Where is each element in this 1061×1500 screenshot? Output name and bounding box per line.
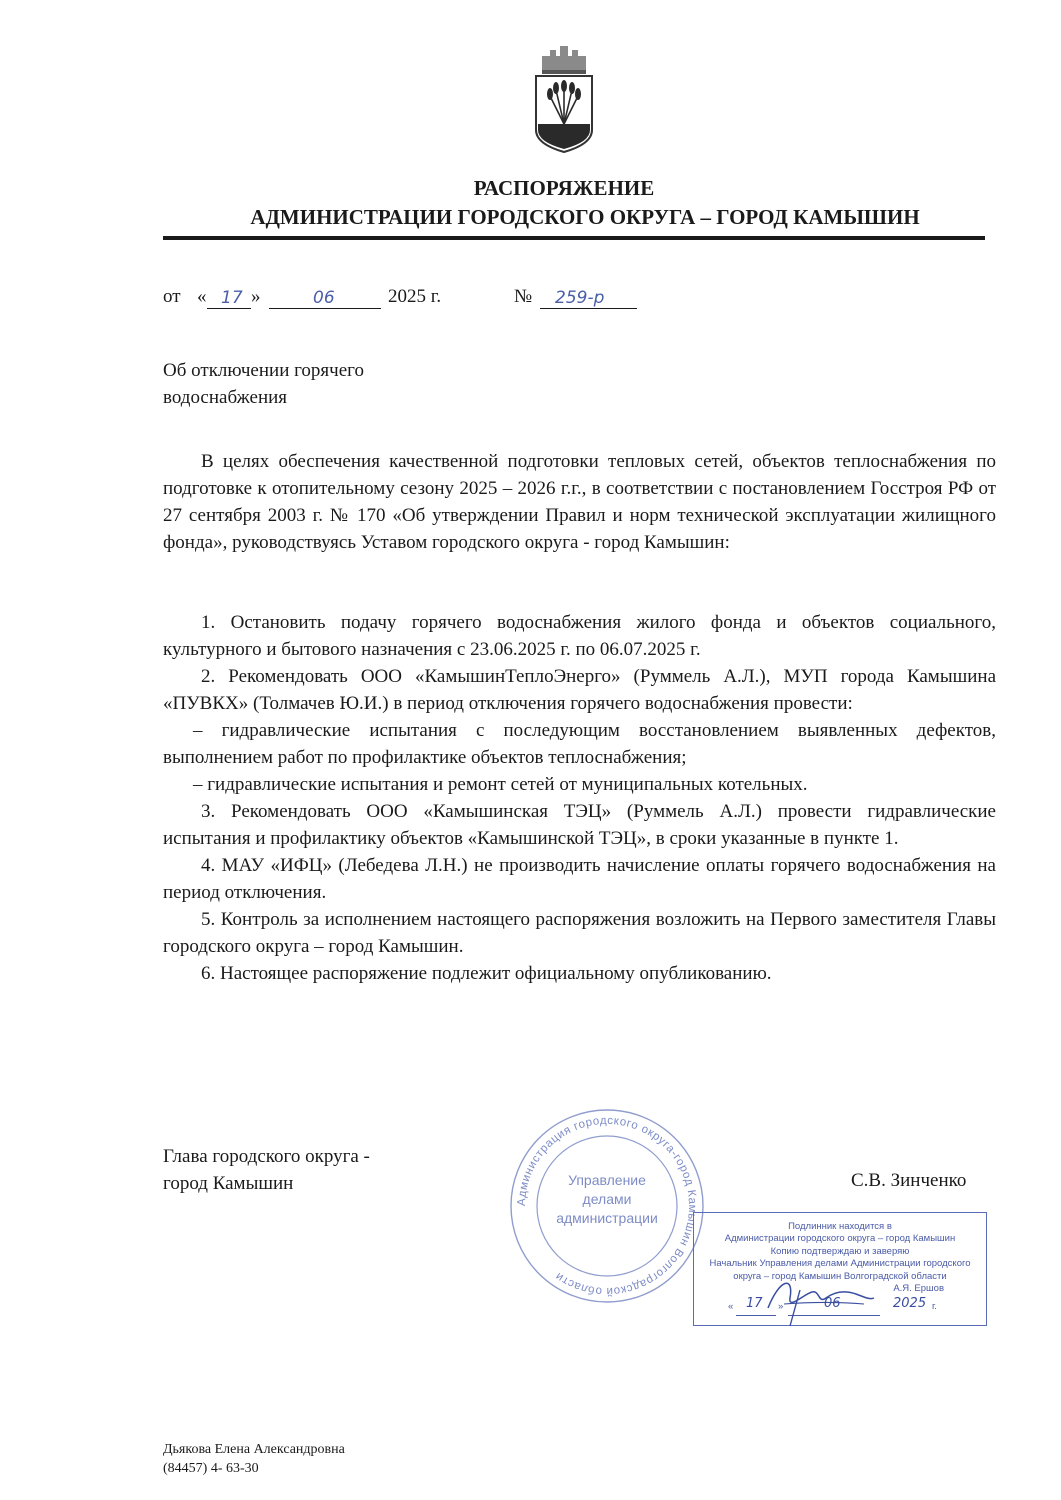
seal-ring-text: Администрация городского округа-город Камышин Волгоградской области: [515, 1114, 699, 1298]
document-subject: [163, 357, 364, 411]
certify-line-1: Подлинник находится в: [788, 1221, 892, 1232]
number-sign: №: [514, 286, 533, 307]
certify-day: 17: [746, 1296, 763, 1311]
seal-center-line-1: Управление: [568, 1172, 646, 1188]
signatory-position-line-1: Глава городского округа -: [163, 1146, 370, 1167]
order-item-4: 4. МАУ «ИФЦ» (Лебедева Л.Н.) не производить начисление оплаты горячего водоснабжения на период отключения.: [163, 855, 996, 903]
certify-line-2: Администрации городского округа – город Камышин: [724, 1233, 956, 1245]
executor-info: [163, 1440, 345, 1478]
document-subtitle: АДМИНИСТРАЦИИ ГОРОДСКОГО ОКРУГА – ГОРОД КАМЫШИН: [250, 205, 920, 229]
document-title: РАСПОРЯЖЕНИЕ: [473, 176, 655, 200]
order-item-3: 3. Рекомендовать ООО «Камышинская ТЭЦ» (Руммель А.Л.) провести гидравлические испытания и профилактику объектов «Камышинской ТЭЦ», в сроки указанные в пункте 1.: [163, 801, 996, 849]
certify-line-4: Начальник Управления делами Администрации городского: [709, 1258, 971, 1270]
executor-phone: (84457) 4- 63-30: [163, 1461, 259, 1476]
signatory-name: С.В. Зинченко: [851, 1170, 967, 1191]
handwritten-signature: [760, 1268, 880, 1328]
certify-line-3: Копию подтверждаю и заверяю: [770, 1245, 910, 1257]
seal-center-line-2: делами: [582, 1191, 632, 1207]
round-seal-stamp: [508, 1107, 706, 1305]
preamble-text: В целях обеспечения качественной подготовки тепловых сетей, объектов теплоснабжения по подготовке к отопительному сезону 2025 – 2026 г.г., в соответствии с постановлением Госстроя РФ от 27 сентября 2003 г. № 170 «Об утверждении Правил и норм технической эксплуатации жилищного фонда», руководствуясь Уставом городского округа - город Камышин:: [163, 451, 996, 553]
order-subitem-1: – гидравлические испытания с последующим восстановлением выявленных дефектов, выполнением работ по профилактике объектов теплоснабжения;: [163, 720, 996, 768]
preamble: [163, 448, 996, 556]
order-items: [163, 609, 996, 987]
certify-date-row: « 17 » 06 2025 г.: [728, 1301, 958, 1317]
certify-year-suffix: г.: [932, 1301, 937, 1312]
seal-center-line-3: администрации: [556, 1210, 658, 1226]
signatory-position-line-2: город Камышин: [163, 1173, 294, 1194]
order-subitem-2: – гидравлические испытания и ремонт сетей от муниципальных котельных.: [193, 774, 808, 795]
order-item-6: 6. Настоящее распоряжение подлежит официальному опубликованию.: [201, 963, 772, 984]
date-open-quote: «: [197, 286, 207, 307]
executor-name: Дьякова Елена Александровна: [163, 1442, 345, 1457]
header-rule: [163, 236, 985, 240]
order-item-5: 5. Контроль за исполнением настоящего распоряжения возложить на Первого заместителя Главы городского округа – город Камышин.: [163, 909, 996, 957]
subject-line-1: Об отключении горячего: [163, 360, 364, 381]
date-close-quote: »: [251, 286, 261, 307]
subject-line-2: водоснабжения: [163, 387, 288, 408]
signatory-position: [163, 1143, 370, 1197]
order-item-2: 2. Рекомендовать ООО «КамышинТеплоЭнерго» (Руммель А.Л.), МУП города Камышина «ПУВКХ» (Толмачев Ю.И.) в период отключения горячего водоснабжения провести:: [163, 666, 996, 714]
certify-year: 2025: [893, 1296, 927, 1311]
certify-month: 06: [824, 1296, 841, 1311]
date-number-line: [163, 286, 643, 314]
date-prefix: от: [163, 286, 181, 307]
coat-of-arms-emblem: [528, 44, 600, 156]
order-item-1: 1. Остановить подачу горячего водоснабжения жилого фонда и объектов социального, культурного и бытового назначения с 23.06.2025 г. по 06.07.2025 г.: [163, 612, 996, 660]
date-day: 17: [221, 288, 243, 308]
date-year: 2025 г.: [388, 286, 442, 307]
certify-line-6: А.Я. Ершов: [893, 1283, 944, 1295]
date-month: 06: [313, 288, 335, 308]
document-number: 259-р: [555, 288, 605, 308]
certify-line-5: округа – город Камышин Волгоградской области: [733, 1270, 947, 1282]
